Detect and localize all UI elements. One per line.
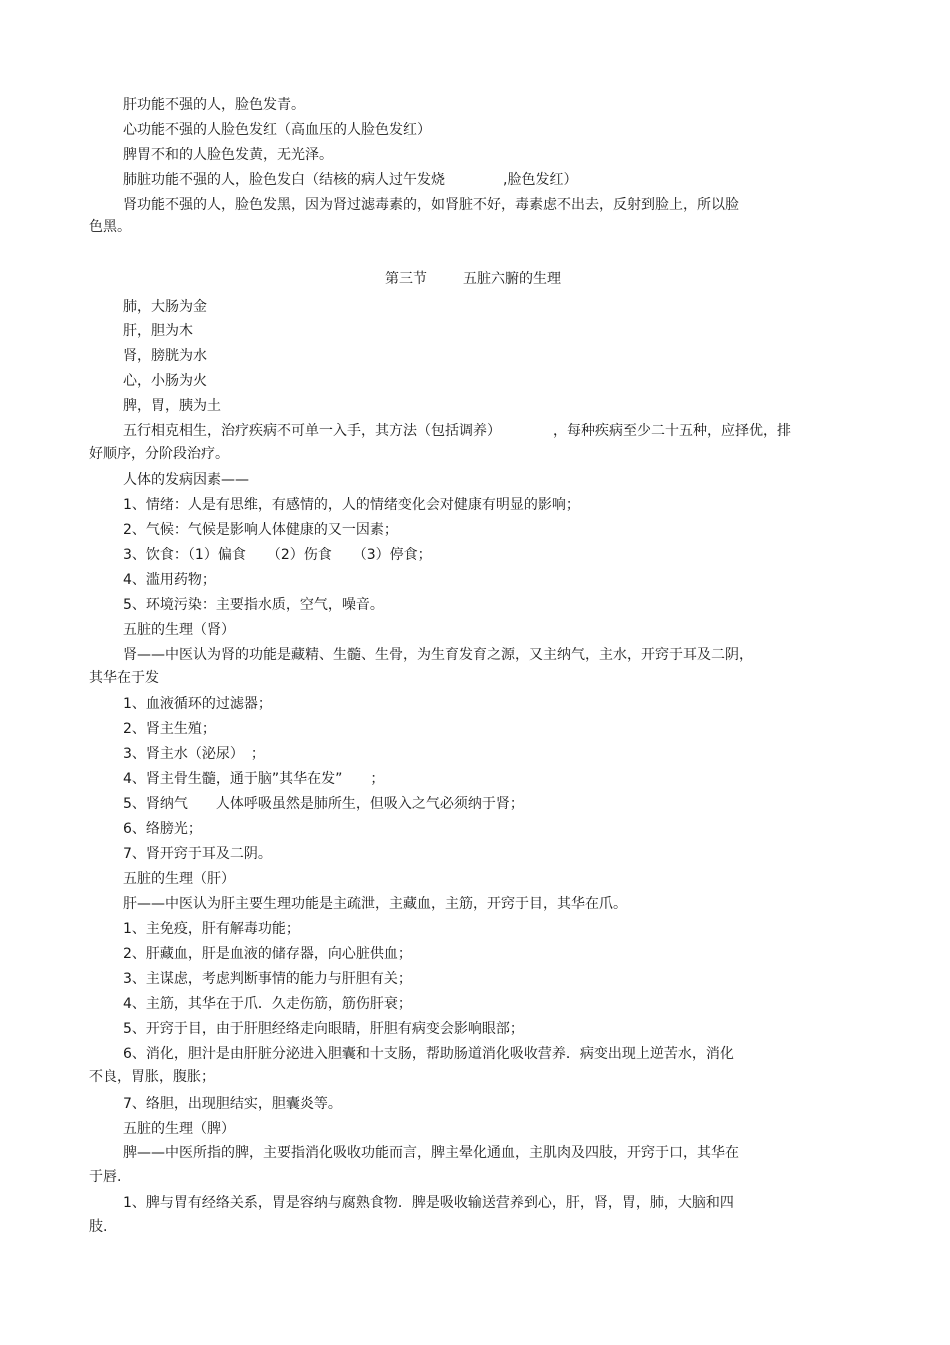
element-item: 肝，胆为木 (123, 323, 193, 339)
section-heading: 五脏六腑的生理 (463, 271, 561, 287)
element-item: 心，小肠为火 (123, 373, 207, 389)
treatment-line1 (123, 422, 791, 440)
kidney-intro-line1: 肾——中医认为肾的功能是藏精、生髓、生骨，为生育发育之源，又主纳气，主水，开窍于耳及二阴， (123, 647, 753, 663)
cause-item: 2、气候：气候是影响人体健康的又一因素； (123, 522, 398, 538)
spleen-heading: 五脏的生理（脾） (123, 1121, 235, 1137)
element-item: 肺，大肠为金 (123, 299, 207, 315)
liver-item: 4、主筋，其华在于爪．久走伤筋，筋伤肝衰； (123, 996, 412, 1012)
treatment-line2: 好顺序，分阶段治疗。 (89, 446, 229, 462)
treatment-text-a: 五行相克相生，治疗疾病不可单一入手，其方法（包括调养） (123, 423, 501, 439)
section-title (385, 270, 561, 288)
kidney-item: 7、肾开窍于耳及二阴。 (123, 846, 272, 862)
spleen-item1-line2: 肢. (89, 1219, 108, 1235)
face-color-liver: 肝功能不强的人，脸色发青。 (123, 97, 305, 113)
kidney-item: 2、肾主生殖； (123, 721, 216, 737)
face-color-spleen: 脾胃不和的人脸色发黄，无光泽。 (123, 147, 333, 163)
liver-item: 1、主免疫，肝有解毒功能； (123, 921, 300, 937)
element-item: 肾，膀胱为水 (123, 348, 207, 364)
face-color-kidney-line1: 肾功能不强的人，脸色发黑，因为肾过滤毒素的，如肾脏不好，毒素虑不出去，反射到脸上，所以脸 (123, 197, 739, 213)
face-color-kidney-line2: 色黑。 (89, 219, 131, 235)
cause-item: 3、饮食：（1）偏食 （2）伤食 （3）停食； (123, 547, 432, 563)
treatment-text-b: ，每种疾病至少二十五种，应择优，排 (553, 423, 791, 439)
kidney-heading: 五脏的生理（肾） (123, 622, 235, 638)
element-item: 脾，胃，胰为土 (123, 398, 221, 414)
kidney-intro-line2: 其华在于发 (89, 670, 159, 686)
liver-heading: 五脏的生理（肝） (123, 871, 235, 887)
spleen-intro-line1: 脾——中医所指的脾，主要指消化吸收功能而言，脾主晕化通血，主肌肉及四肢，开窍于口，其华在 (123, 1145, 739, 1161)
spleen-intro-line2: 于唇. (89, 1169, 122, 1185)
liver-item6-line1: 6、消化，胆汁是由肝脏分泌进入胆囊和十支肠，帮助肠道消化吸收营养．病变出现上逆苦水，消化 (123, 1046, 734, 1062)
liver-item6-line2: 不良，胃胀，腹胀； (89, 1069, 215, 1085)
face-color-lung-text-b: ,脸色发红） (503, 172, 578, 188)
liver-item: 5、开窍于目，由于肝胆经络走向眼睛，肝胆有病变会影响眼部； (123, 1021, 524, 1037)
cause-item: 5、环境污染：主要指水质，空气，噪音。 (123, 597, 384, 613)
kidney-item: 3、肾主水（泌尿） ； (123, 746, 265, 762)
liver-item: 3、主谋虑，考虑判断事情的能力与肝胆有关； (123, 971, 412, 987)
liver-item: 2、肝藏血，肝是血液的储存器，向心脏供血； (123, 946, 412, 962)
kidney-item: 4、肾主骨生髓，通于脑”其华在发” ； (123, 771, 385, 787)
causes-heading: 人体的发病因素—— (123, 472, 249, 488)
face-color-lung (123, 171, 577, 189)
kidney-item: 6、络膀光； (123, 821, 202, 837)
section-number: 第三节 (385, 271, 427, 287)
face-color-lung-text-a: 肺脏功能不强的人，脸色发白（结核的病人过午发烧 (123, 172, 445, 188)
face-color-heart: 心功能不强的人脸色发红（高血压的人脸色发红） (123, 122, 431, 138)
liver-intro: 肝——中医认为肝主要生理功能是主疏泄，主藏血，主筋，开窍于目，其华在爪。 (123, 896, 627, 912)
kidney-item: 1、血液循环的过滤器； (123, 696, 272, 712)
spleen-item1-line1: 1、脾与胃有经络关系，胃是容纳与腐熟食物．脾是吸收输送营养到心，肝，肾，胃，肺，大脑和四 (123, 1195, 734, 1211)
cause-item: 4、滥用药物； (123, 572, 216, 588)
kidney-item: 5、肾纳气 人体呼吸虽然是肺所生，但吸入之气必须纳于肾； (123, 796, 524, 812)
liver-item7: 7、络胆，出现胆结实，胆囊炎等。 (123, 1096, 342, 1112)
cause-item: 1、情绪：人是有思维，有感情的，人的情绪变化会对健康有明显的影响； (123, 497, 580, 513)
